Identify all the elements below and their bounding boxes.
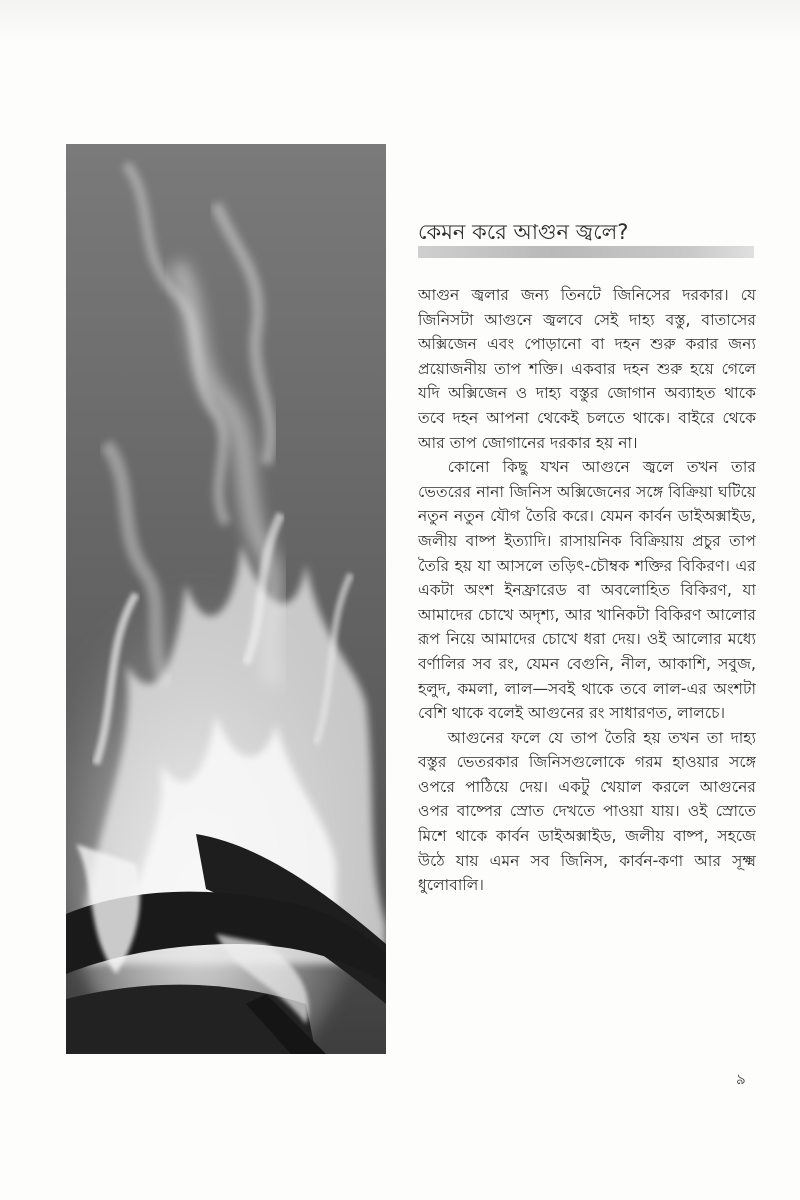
paragraph: আগুন জ্বলার জন্য তিনটে জিনিসের দরকার। যে জিনিসটা আগুনে জ্বলবে সেই দাহ্য বস্তু, বাতাসের অক্সিজেন এবং পোড়ানো বা দহন শুরু করার জন্য প্রয়োজনীয় তাপ শক্তি। একবার দহন শুরু হয়ে গেলে যদি অক্সিজেন ও দাহ্য বস্তুর জোগান অব্যাহত থাকে তবে দহন আপনা থেকেই চলতে থাকে। বাইরে থেকে আর তাপ জোগানের দরকার হয় না। <box>418 286 756 452</box>
article-body <box>418 283 756 1043</box>
heading-underline-bar <box>418 246 754 258</box>
fire-photo <box>66 144 386 1054</box>
page-number: ৯ <box>736 1070 746 1088</box>
article-heading: কেমন করে আগুন জ্বলে? <box>418 220 629 244</box>
page-top-shadow <box>0 0 800 40</box>
paragraph: আগুনের ফলে যে তাপ তৈরি হয় তখন তা দাহ্য বস্তুর ভেতরকার জিনিসগুলোকে গরম হাওয়ার সঙ্গে ওপরে পাঠিয়ে দেয়। একটু খেয়াল করলে আগুনের ওপর বাষ্পের স্রোত দেখতে পাওয়া যায়। ওই স্রোতে মিশে থাকে কার্বন ডাইঅক্সাইড, জলীয় বাষ্প, সহজে উঠে যায় এমন সব জিনিস, কার্বন-কণা আর সূক্ষ্ম ধুলোবালি। <box>418 728 756 895</box>
paragraph: কোনো কিছু যখন আগুনে জ্বলে তখন তার ভেতরের নানা জিনিস অক্সিজেনের সঙ্গে বিক্রিয়া ঘটিয়ে নতুন নতুন যৌগ তৈরি করে। যেমন কার্বন ডাইঅক্সাইড, জলীয় বাষ্প ইত্যাদি। রাসায়নিক বিক্রিয়ায় প্রচুর তাপ তৈরি হয় যা আসলে তড়িৎ-চৌম্বক শক্তির বিকিরণ। এর একটা অংশ ইনফ্রারেড বা অবলোহিত বিকিরণ, যা আমাদের চোখে অদৃশ্য, আর খানিকটা বিকিরণ আলোর রূপ নিয়ে আমাদের চোখে ধরা দেয়। ওই আলোর মধ্যে বর্ণালির সব রং, যেমন বেগুনি, নীল, আকাশি, সবুজ, হলুদ, কমলা, লাল—সবই থাকে তবে লাল-এর অংশটা বেশি থাকে বলেই আগুনের রং সাধারণত, লালচে। <box>418 458 756 723</box>
fire-illustration <box>66 144 386 1054</box>
